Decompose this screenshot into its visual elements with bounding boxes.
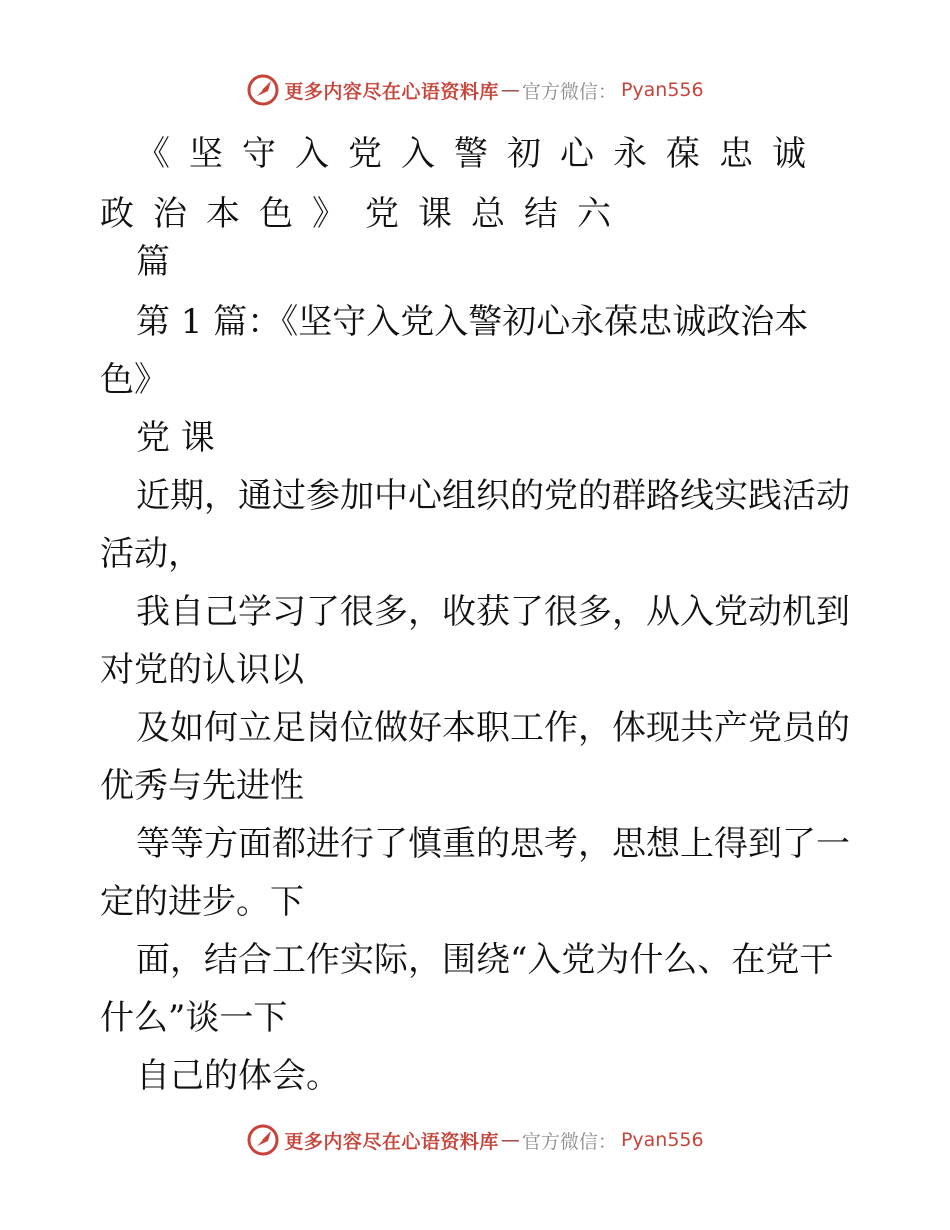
body-line: 我自己学习了很多，收获了很多，从入党动机到 [136,592,850,632]
watermark-wechat-id: Pyan556 [620,79,704,101]
body-line: 近期，通过参加中心组织的党的群路线实践活动 [136,476,850,516]
watermark-footer [0,1120,950,1160]
watermark-dash: — [500,1129,520,1151]
body-line: 第 1 篇：《坚守入党入警初心永葆忠诚政治本 [136,302,809,342]
watermark-header [0,70,950,110]
body-line: 自己的体会。 [136,1056,340,1096]
body-line: 等等方面都进行了慎重的思考，思想上得到了一 [136,824,850,864]
body-line: 及如何立足岗位做好本职工作，体现共产党员的 [136,708,850,748]
watermark-wechat-id: Pyan556 [620,1129,704,1151]
document-title-tail: 篇 [136,242,170,282]
body-line: 对党的认识以 [100,650,304,690]
watermark-official: 官方微信： [521,1130,617,1153]
body-line: 面，结合工作实际，围绕“入党为什么、在党干 [136,940,834,980]
quill-logo-icon [246,1123,280,1157]
body-line: 活动， [100,534,202,574]
watermark-official: 官方微信： [521,80,617,103]
quill-logo-icon [246,73,280,107]
document-title: 《坚守入党入警初心永葆忠诚政治本色》党课总结六 [100,134,825,234]
watermark-brand: 更多内容尽在心语资料库 [284,80,499,103]
body-line: 优秀与先进性 [100,766,304,806]
body-line: 党 课 [136,418,215,458]
watermark-dash: — [500,79,520,101]
body-line: 色》 [100,360,168,400]
body-line: 什么”谈一下 [100,998,288,1038]
watermark-brand: 更多内容尽在心语资料库 [284,1130,499,1153]
body-line: 定的进步。下 [100,882,304,922]
